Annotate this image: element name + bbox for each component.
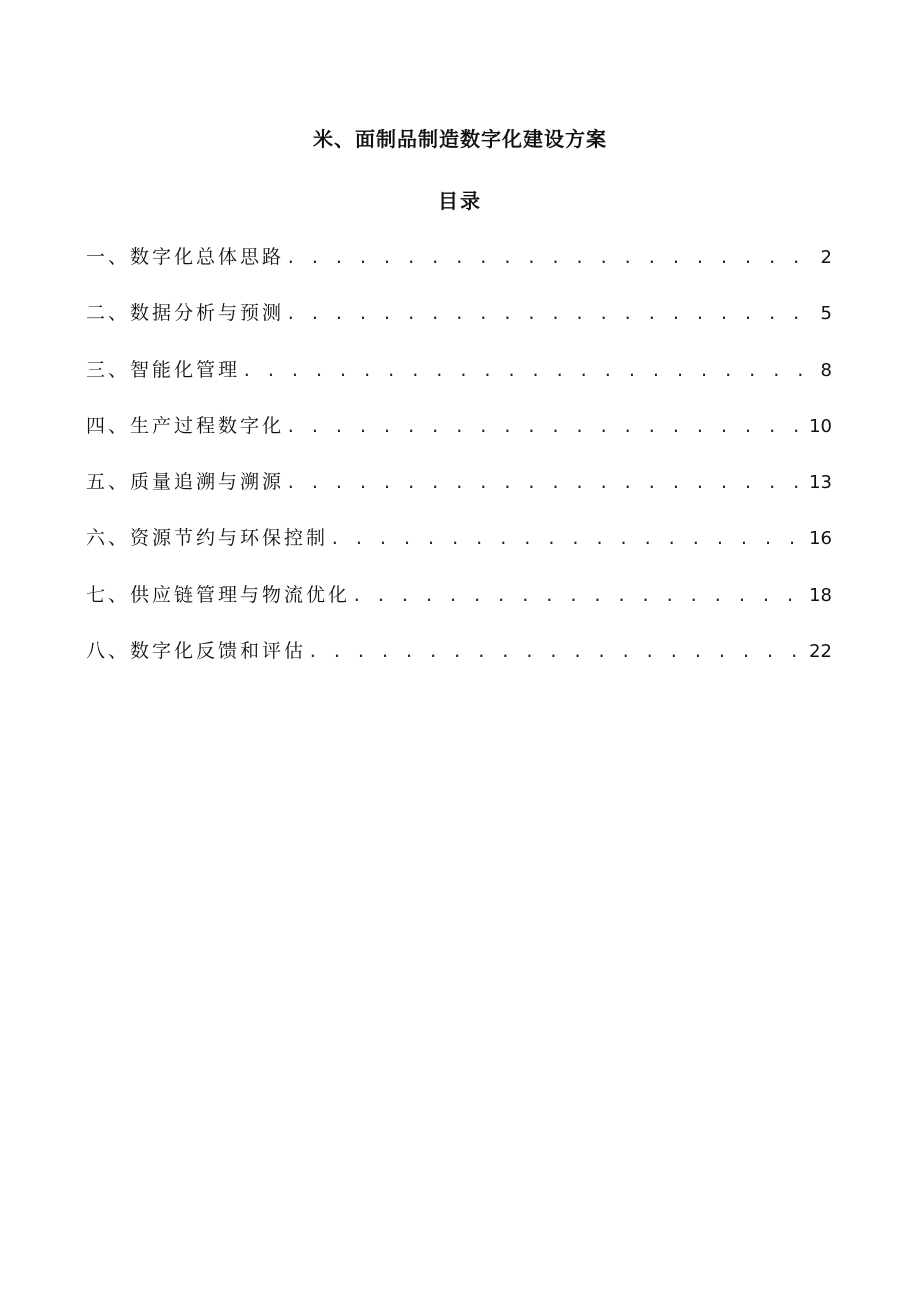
toc-entry-label: 八、数字化反馈和评估	[86, 640, 307, 663]
toc-entry-3[interactable]	[86, 356, 832, 412]
toc-entry-page-number: 16	[809, 528, 832, 550]
toc-entry-6[interactable]	[86, 524, 832, 580]
toc-entry-4[interactable]	[86, 412, 832, 468]
toc-dot-leader	[286, 300, 815, 328]
toc-entry-label: 六、资源节约与环保控制	[86, 527, 329, 550]
toc-entry-label: 七、供应链管理与物流优化	[86, 583, 351, 606]
toc-dot-leader	[242, 357, 815, 385]
toc-entry-label: 二、数据分析与预测	[86, 302, 285, 325]
toc-entry-label: 三、智能化管理	[86, 358, 241, 381]
toc-entry-page-number: 18	[809, 584, 832, 606]
toc-entry-8[interactable]	[86, 637, 832, 693]
toc-dot-leader	[286, 469, 803, 497]
toc-entry-label: 五、质量追溯与溯源	[86, 471, 285, 494]
toc-entry-page-number: 5	[820, 303, 832, 325]
document-title: 米、面制品制造数字化建设方案	[313, 127, 607, 151]
toc-entry-1[interactable]	[86, 243, 832, 299]
toc-dot-leader	[352, 582, 803, 610]
toc-entry-page-number: 22	[809, 641, 832, 663]
toc-dot-leader	[286, 413, 803, 441]
table-of-contents	[86, 243, 832, 693]
toc-entry-label: 一、数字化总体思路	[86, 246, 285, 268]
toc-dot-leader	[330, 525, 803, 553]
toc-entry-label: 四、生产过程数字化	[86, 414, 285, 437]
toc-entry-page-number: 10	[809, 415, 832, 437]
toc-dot-leader	[308, 638, 803, 666]
toc-entry-page-number: 8	[820, 359, 832, 381]
toc-heading: 目录	[438, 189, 482, 213]
toc-entry-2[interactable]	[86, 299, 832, 355]
toc-entry-7[interactable]	[86, 581, 832, 637]
toc-entry-page-number: 2	[820, 247, 832, 268]
toc-dot-leader	[286, 244, 815, 272]
toc-entry-5[interactable]	[86, 468, 832, 524]
toc-entry-page-number: 13	[809, 472, 832, 494]
